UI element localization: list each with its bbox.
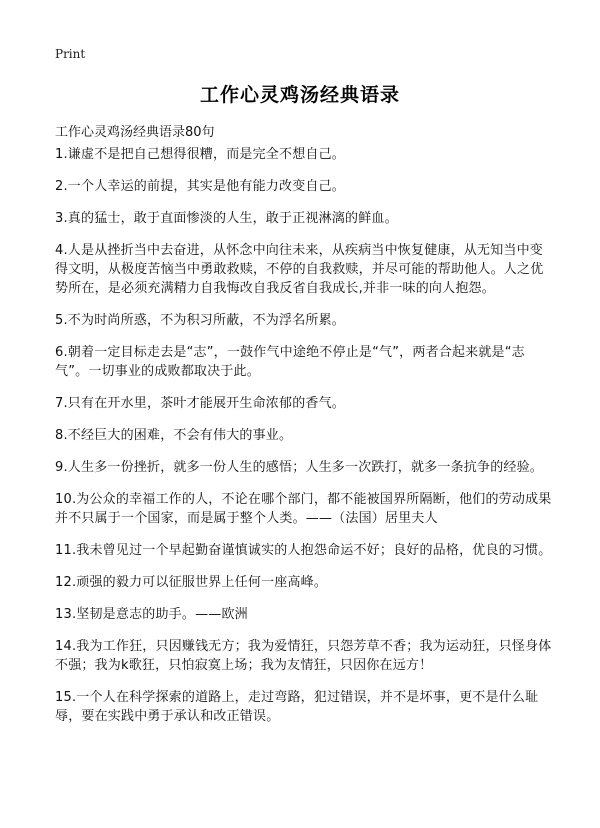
print-link[interactable]: Print [55, 47, 86, 61]
quote-item: 4.人是从挫折当中去奋进，从怀念中向往未来，从疾病当中恢复健康，从无知当中变得文明，从极度苦恼当中勇敢救赎，不停的自我救赎，并尽可能的帮助他人。人之优势所在，是必须充满精力自我悔改自我反省自我成长,并非一味的向人抱怨。 [55, 243, 544, 296]
quote-item: 14.我为工作狂，只因赚钱无方；我为爱情狂，只怨芳草不香；我为运动狂，只怪身体不强；我为k歌狂，只怕寂寞上场；我为友情狂，只因你在远方！ [55, 639, 552, 673]
document-title: 工作心灵鸡汤经典语录 [199, 84, 400, 106]
quote-item: 11.我未曾见过一个早起勤奋谨慎诚实的人抱怨命运不好；良好的品格，优良的习惯。 [55, 543, 552, 558]
quote-item: 12.顽强的毅力可以征服世界上任何一座高峰。 [55, 575, 328, 590]
quote-item: 10.为公众的幸福工作的人，不论在哪个部门，都不能被国界所隔断，他们的劳动成果并不只属于一个国家，而是属于整个人类。——（法国）居里夫人 [55, 492, 552, 526]
quote-item: 3.真的猛士，敢于直面惨淡的人生，敢于正视淋漓的鲜血。 [55, 211, 398, 226]
quote-item: 5.不为时尚所惑，不为积习所蔽，不为浮名所累。 [55, 313, 346, 328]
quote-item: 1.谦虚不是把自己想得很糟，而是完全不想自己。 [55, 147, 346, 162]
quote-item: 2.一个人幸运的前提，其实是他有能力改变自己。 [55, 179, 346, 194]
quote-item: 9.人生多一份挫折，就多一份人生的感悟；人生多一次跌打，就多一条抗争的经验。 [55, 460, 544, 475]
quote-item: 6.朝着一定目标走去是“志”，一鼓作气中途绝不停止是“气”，两者合起来就是“志气”。一切事业的成败都取决于此。 [55, 345, 525, 379]
quote-item: 7.只有在开水里，茶叶才能展开生命浓郁的香气。 [55, 396, 346, 411]
quote-item: 15.一个人在科学探索的道路上，走过弯路，犯过错误，并不是坏事，更不是什么耻辱，要在实践中勇于承认和改正错误。 [55, 690, 539, 724]
document-subtitle: 工作心灵鸡汤经典语录80句 [55, 125, 215, 140]
quote-item: 13.坚韧是意志的助手。——欧洲 [55, 607, 248, 622]
quote-item: 8.不经巨大的困难，不会有伟大的事业。 [55, 428, 293, 443]
quote-list [55, 145, 555, 739]
